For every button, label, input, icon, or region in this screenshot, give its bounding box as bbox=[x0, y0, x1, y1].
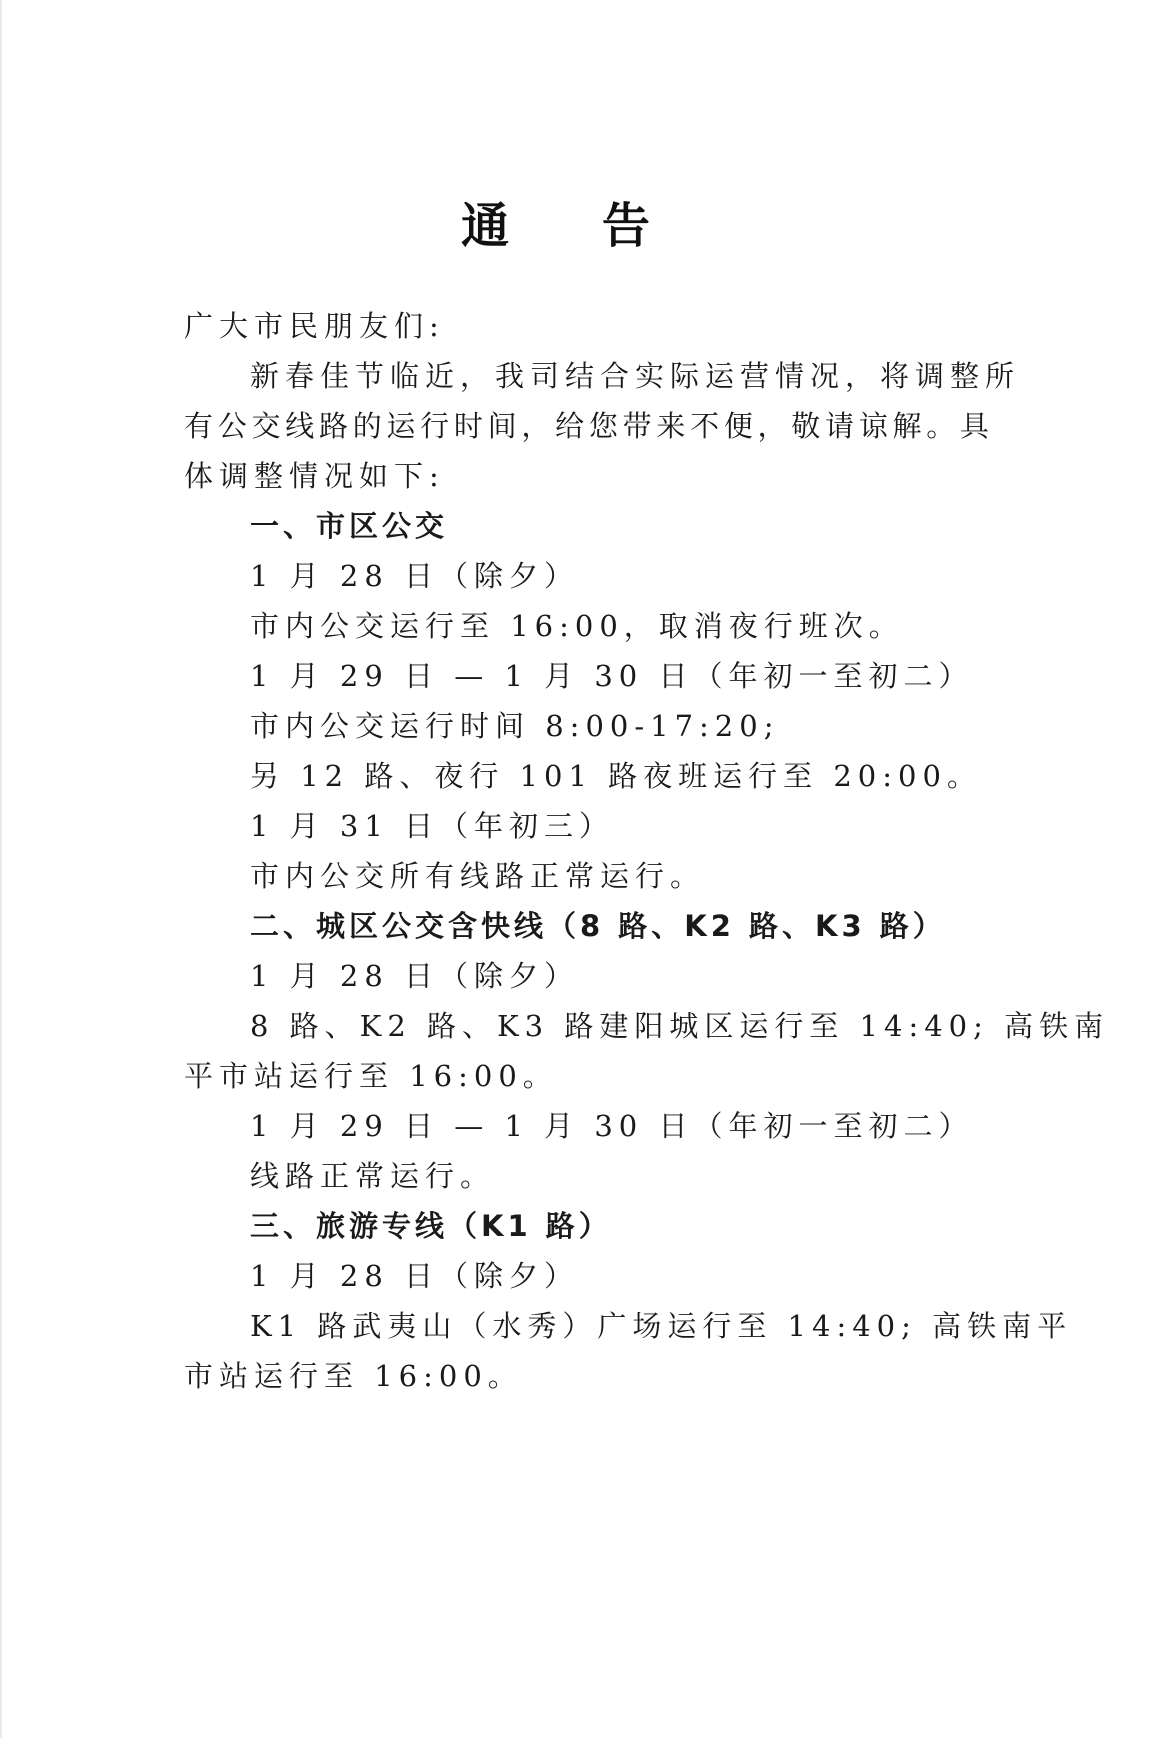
salutation: 广大市民朋友们: bbox=[184, 309, 445, 343]
section1-line-1: 1 月 28 日（除夕） bbox=[250, 559, 580, 593]
section3-line-2: K1 路武夷山（水秀）广场运行至 14:40; 高铁南平 bbox=[250, 1309, 1073, 1343]
section-heading-tourist-line: 三、旅游专线（K1 路） bbox=[250, 1209, 612, 1243]
intro-line-3: 体调整情况如下: bbox=[184, 459, 445, 493]
notice-title: 通 告 bbox=[461, 198, 688, 254]
section1-line-6: 1 月 31 日（年初三） bbox=[250, 809, 615, 843]
section1-line-7: 市内公交所有线路正常运行。 bbox=[250, 859, 706, 893]
intro-line-2: 有公交线路的运行时间，给您带来不便，敬请谅解。具 bbox=[184, 409, 989, 443]
section-heading-city-bus: 一、市区公交 bbox=[250, 509, 449, 543]
section1-line-2: 市内公交运行至 16:00，取消夜行班次。 bbox=[250, 609, 904, 643]
section1-line-4: 市内公交运行时间 8:00-17:20; bbox=[250, 709, 780, 743]
section1-line-5: 另 12 路、夜行 101 路夜班运行至 20:00。 bbox=[250, 759, 982, 793]
section2-line-3: 平市站运行至 16:00。 bbox=[184, 1059, 558, 1093]
intro-line-1: 新春佳节临近，我司结合实际运营情况，将调整所 bbox=[250, 359, 1021, 393]
section-heading-district-bus: 二、城区公交含快线（8 路、K2 路、K3 路） bbox=[250, 909, 946, 943]
section2-line-5: 线路正常运行。 bbox=[250, 1159, 496, 1193]
section3-line-3: 市站运行至 16:00。 bbox=[184, 1359, 523, 1393]
section2-line-4: 1 月 29 日 — 1 月 30 日（年初一至初二） bbox=[250, 1109, 974, 1143]
section3-line-1: 1 月 28 日（除夕） bbox=[250, 1259, 580, 1293]
section1-line-3: 1 月 29 日 — 1 月 30 日（年初一至初二） bbox=[250, 659, 974, 693]
section2-line-2: 8 路、K2 路、K3 路建阳城区运行至 14:40; 高铁南 bbox=[250, 1009, 1110, 1043]
section2-line-1: 1 月 28 日（除夕） bbox=[250, 959, 580, 993]
